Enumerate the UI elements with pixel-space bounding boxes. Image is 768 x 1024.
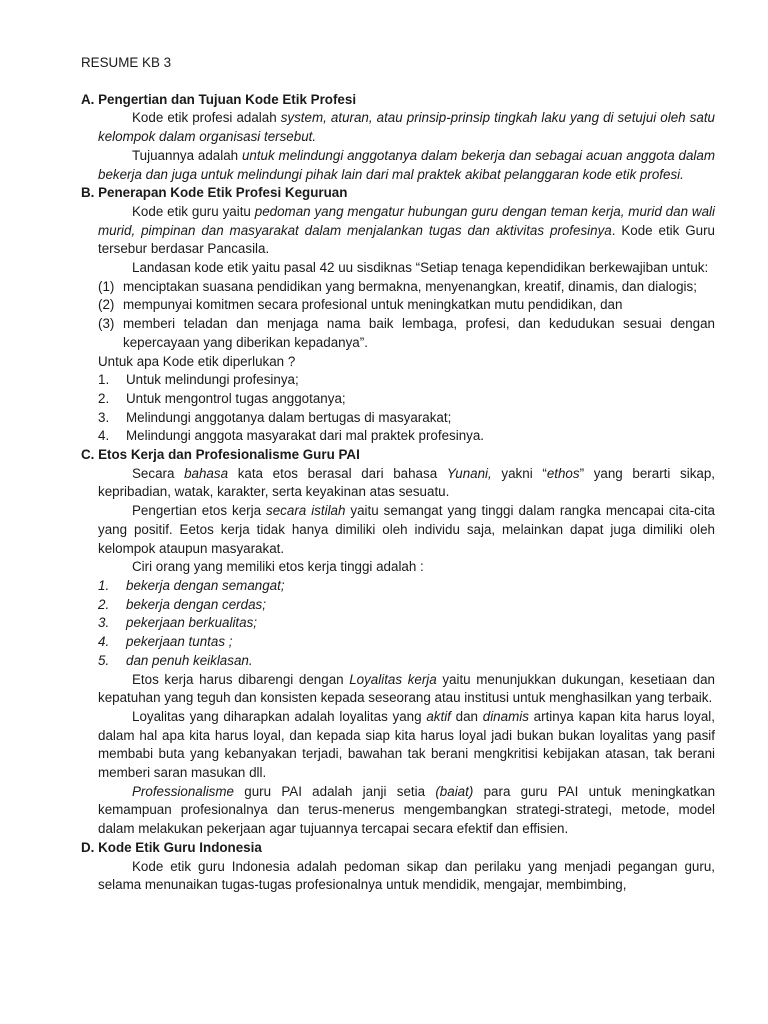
- obligation-list: [98, 278, 715, 353]
- list-marker: 4.: [98, 634, 110, 650]
- list-marker: 3.: [98, 615, 110, 631]
- text-run: ” yang berarti sikap, kepribadian, watak, karakter, serta keyakinan atas sesuatu.: [98, 465, 716, 500]
- section-c-paragraph-2: [98, 502, 715, 558]
- text-run: dan: [450, 708, 483, 724]
- italic-text-run: secara istilah: [266, 503, 346, 519]
- italic-text-run: Professionalisme: [132, 783, 234, 799]
- text-run: yaitu menunjukkan dukungan, kesetiaan dan kepatuhan yang teguh dan konsisten kepada seseorang atau institusi untuk menghasilkan yang terbaik.: [98, 671, 715, 706]
- section-c-paragraph-5: [98, 708, 715, 783]
- text-run: yakni “: [491, 465, 547, 481]
- list-item-text: pekerjaan tuntas ;: [126, 634, 233, 650]
- italic-text-run: Loyalitas kerja: [349, 671, 437, 687]
- text-run: Loyalitas yang diharapkan adalah loyalitas yang: [132, 708, 427, 724]
- text-run: artinya kapan kita harus loyal, dalam hal apa kita harus loyal, dan kepada siap kita harus loyal jadi bukan bukan loyalitas yang pasif membabi buta yang kebanyakan terjadi, bawahan tak berani mengkritisi kebijakan atasan, tak berani memberi saran masukan dll.: [98, 708, 715, 781]
- italic-text-run: pedoman yang mengatur hubungan guru dengan teman kerja, murid dan wali murid, pimpinan dan masyarakat dalam menjalankan tugas dan aktivitas profesinya: [98, 203, 715, 238]
- list-item: [98, 278, 715, 297]
- italic-text-run: ethos: [546, 465, 580, 481]
- section-b-question: Untuk apa Kode etik diperlukan ?: [98, 353, 296, 369]
- list-item: [98, 315, 715, 352]
- list-marker: 2.: [98, 390, 110, 406]
- list-item-text: memberi teladan dan menjaga nama baik lembaga, profesi, dan kedudukan sesuai dengan kepercayaan yang diberikan kepadanya”.: [123, 316, 715, 350]
- list-item: [98, 577, 715, 596]
- text-run: Kode etik profesi adalah: [132, 110, 281, 126]
- section-a-heading: A. Pengertian dan Tujuan Kode Etik Profesi: [81, 91, 357, 107]
- italic-text-run: bahasa: [184, 465, 229, 481]
- list-item-text: Melindungi anggotanya dalam bertugas di masyarakat;: [126, 409, 452, 425]
- document-title: RESUME KB 3: [81, 55, 172, 70]
- list-item-text: bekerja dengan semangat;: [126, 577, 285, 593]
- text-run: kata etos berasal dari bahasa: [228, 465, 447, 481]
- list-marker: 4.: [98, 428, 110, 444]
- section-c-heading: C. Etos Kerja dan Profesionalisme Guru PAI: [81, 447, 360, 463]
- list-item-text: mempunyai komitmen secara profesional untuk meningkatkan mutu pendidikan, dan: [123, 297, 623, 313]
- list-item-text: menciptakan suasana pendidikan yang bermakna, menyenangkan, kreatif, dinamis, dan dialogis;: [123, 278, 697, 294]
- text-run: guru PAI adalah janji setia: [233, 783, 436, 799]
- list-item: [98, 614, 715, 633]
- list-marker: (3): [98, 316, 115, 332]
- section-c-paragraph-6: [98, 783, 715, 839]
- list-item-text: pekerjaan berkualitas;: [126, 615, 258, 631]
- list-marker: 2.: [98, 596, 110, 612]
- text-run: Kode etik guru yaitu: [132, 203, 255, 219]
- section-c-paragraph-1: [98, 465, 715, 502]
- italic-text-run: system, aturan, atau prinsip-prinsip tingkah laku yang di setujui oleh satu kelompok dalam organisasi tersebut.: [98, 110, 715, 145]
- list-item-text: dan penuh keiklasan.: [126, 652, 253, 668]
- section-a-paragraph-1: [98, 109, 715, 146]
- list-item: [98, 409, 715, 428]
- italic-text-run: (baiat): [435, 783, 474, 799]
- list-item: [98, 296, 715, 315]
- list-item-text: bekerja dengan cerdas;: [126, 596, 266, 612]
- section-b-heading: B. Penerapan Kode Etik Profesi Keguruan: [81, 185, 348, 201]
- work-ethic-traits-list: [98, 577, 715, 671]
- section-a-paragraph-2: [98, 147, 715, 184]
- text-run: Tujuannya adalah: [132, 147, 242, 163]
- italic-text-run: Yunani,: [446, 465, 492, 481]
- list-item-text: Untuk melindungi profesinya;: [126, 372, 299, 388]
- text-run: para guru PAI untuk meningkatkan kemampuan profesionalnya dan terus-menerus mengembangkan strategi-strategi, metode, model dalam melakukan pekerjaan agar tujuannya tercapai secara efektif dan effisien.: [98, 783, 716, 837]
- list-marker: 1.: [98, 577, 110, 593]
- list-item: [98, 652, 715, 671]
- list-marker: (2): [98, 297, 115, 313]
- section-c-paragraph-4: [98, 671, 715, 708]
- list-item: [98, 371, 715, 390]
- text-run: . Kode etik Guru tersebur berdasar Pancasila.: [98, 222, 715, 257]
- section-c-paragraph-3: Ciri orang yang memiliki etos kerja tinggi adalah :: [132, 559, 424, 575]
- text-run: yaitu semangat yang tinggi dalam rangka mencapai cita-cita yang positif. Eetos kerja tidak hanya dimiliki oleh individu saja, melainkan dapat juga dimiliki oleh kelompok ataupun masyarakat.: [98, 503, 715, 556]
- list-marker: 3.: [98, 409, 110, 425]
- italic-text-run: untuk melindungi anggotanya dalam bekerja dan sebagai acuan anggota dalam bekerja dan juga untuk melindungi pihak lain dari mal praktek akibat pelanggaran kode etik profesi.: [98, 147, 715, 182]
- list-marker: 1.: [98, 372, 110, 388]
- section-d-heading: D. Kode Etik Guru Indonesia: [81, 839, 262, 855]
- section-b-paragraph-2: Landasan kode etik yaitu pasal 42 uu sisdiknas “Setiap tenaga kependidikan berkewajiban untuk:: [132, 260, 709, 276]
- list-item: [98, 596, 715, 615]
- text-run: Secara: [132, 465, 185, 481]
- list-item-text: Untuk mengontrol tugas anggotanya;: [126, 390, 346, 406]
- list-item: [98, 390, 715, 409]
- text-run: Pengertian etos kerja: [132, 503, 267, 519]
- section-b-paragraph-1: [98, 203, 715, 259]
- italic-text-run: aktif: [426, 708, 451, 724]
- list-item-text: Melindungi anggota masyarakat dari mal praktek profesinya.: [126, 428, 485, 444]
- list-marker: 5.: [98, 652, 110, 668]
- purpose-list: [98, 371, 715, 446]
- text-run: Etos kerja harus dibarengi dengan: [132, 671, 350, 687]
- list-item: [98, 633, 715, 652]
- list-item: [98, 427, 715, 446]
- section-d-paragraph-1: Kode etik guru Indonesia adalah pedoman sikap dan perilaku yang menjadi pegangan guru, selama menunaikan tugas-tugas profesionalnya untuk mendidik, mengajar, membimbing,: [98, 858, 715, 893]
- list-marker: (1): [98, 278, 115, 294]
- italic-text-run: dinamis: [482, 708, 529, 724]
